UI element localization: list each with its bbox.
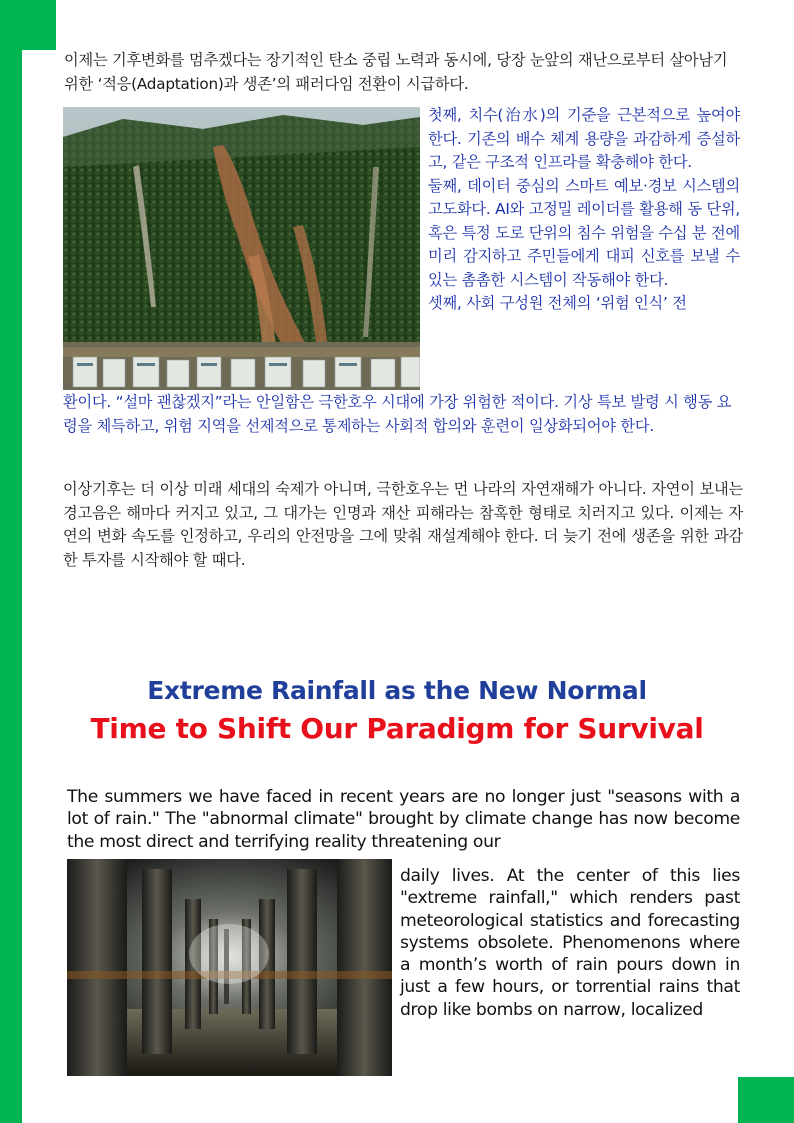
top-left-accent-block bbox=[0, 0, 56, 50]
intro-paragraph: 이제는 기후변화를 멈추겠다는 장기적인 탄소 중립 노력과 동시에, 당장 눈앞의 재난으로부터 살아남기 위한 ‘적응(Adaptation)과 생존’의 패러다임 전환이 시급하다. bbox=[64, 51, 728, 93]
english-subtitle: Time to Shift Our Paradigm for Survival bbox=[90, 712, 704, 745]
measure-second: 둘째, 데이터 중심의 스마트 예보·경보 시스템의 고도화다. AI와 고정밀 레이더를 활용해 동 단위, 혹은 특정 도로 단위의 침수 위험을 수십 분 전에 미리 감지하고 주민들에게 대피 신호를 보낼 수 있는 촘촘한 시스템이 작동해야 한다. bbox=[428, 176, 740, 289]
bottom-right-accent-block bbox=[738, 1077, 794, 1123]
measures-side-column bbox=[428, 104, 740, 316]
left-accent-bar bbox=[0, 0, 22, 1123]
english-intro-paragraph: The summers we have faced in recent years are no longer just "seasons with a lot of rain." The "abnormal climate" brought by climate change has now become the most direct and terrifying reality threatening our bbox=[67, 787, 740, 852]
measure-third-continued: 환이다. “설마 괜찮겠지”라는 안일함은 극한호우 시대에 가장 위험한 적이다. 기상 특보 발령 시 행동 요령을 체득하고, 위험 지역을 선제적으로 통제하는 사회적 합의와 훈련이 일상화되어야 한다. bbox=[63, 393, 732, 435]
measure-first: 첫째, 치수(治水)의 기준을 근본적으로 높여야 한다. 기존의 배수 체계 용량을 과감하게 증설하고, 같은 구조적 인프라를 확충해야 한다. bbox=[428, 106, 740, 171]
landslide-photo bbox=[63, 107, 420, 390]
english-title: Extreme Rainfall as the New Normal bbox=[147, 676, 647, 705]
closing-paragraph: 이상기후는 더 이상 미래 세대의 숙제가 아니며, 극한호우는 먼 나라의 자연재해가 아니다. 자연이 보내는 경고음은 해마다 커지고 있고, 그 대가는 인명과 재산 피해라는 참혹한 형태로 치러지고 있다. 이제는 자연의 변화 속도를 인정하고, 우리의 안전망을 그에 맞춰 재설계해야 한다. 더 늦기 전에 생존을 위한 과감한 투자를 시작해야 할 때다. bbox=[63, 480, 743, 569]
underground-reservoir-photo bbox=[67, 859, 392, 1076]
english-side-paragraph: daily lives. At the center of this lies "extreme rainfall," which renders past meteorological statistics and forecasting systems obsolete. Phenomenons where a month’s worth of rain pours down in just a few hours, or torrential rains that drop like bombs on narrow, localized bbox=[400, 866, 740, 1020]
measure-third-start: 셋째, 사회 구성원 전체의 ‘위험 인식’ 전 bbox=[428, 294, 687, 312]
